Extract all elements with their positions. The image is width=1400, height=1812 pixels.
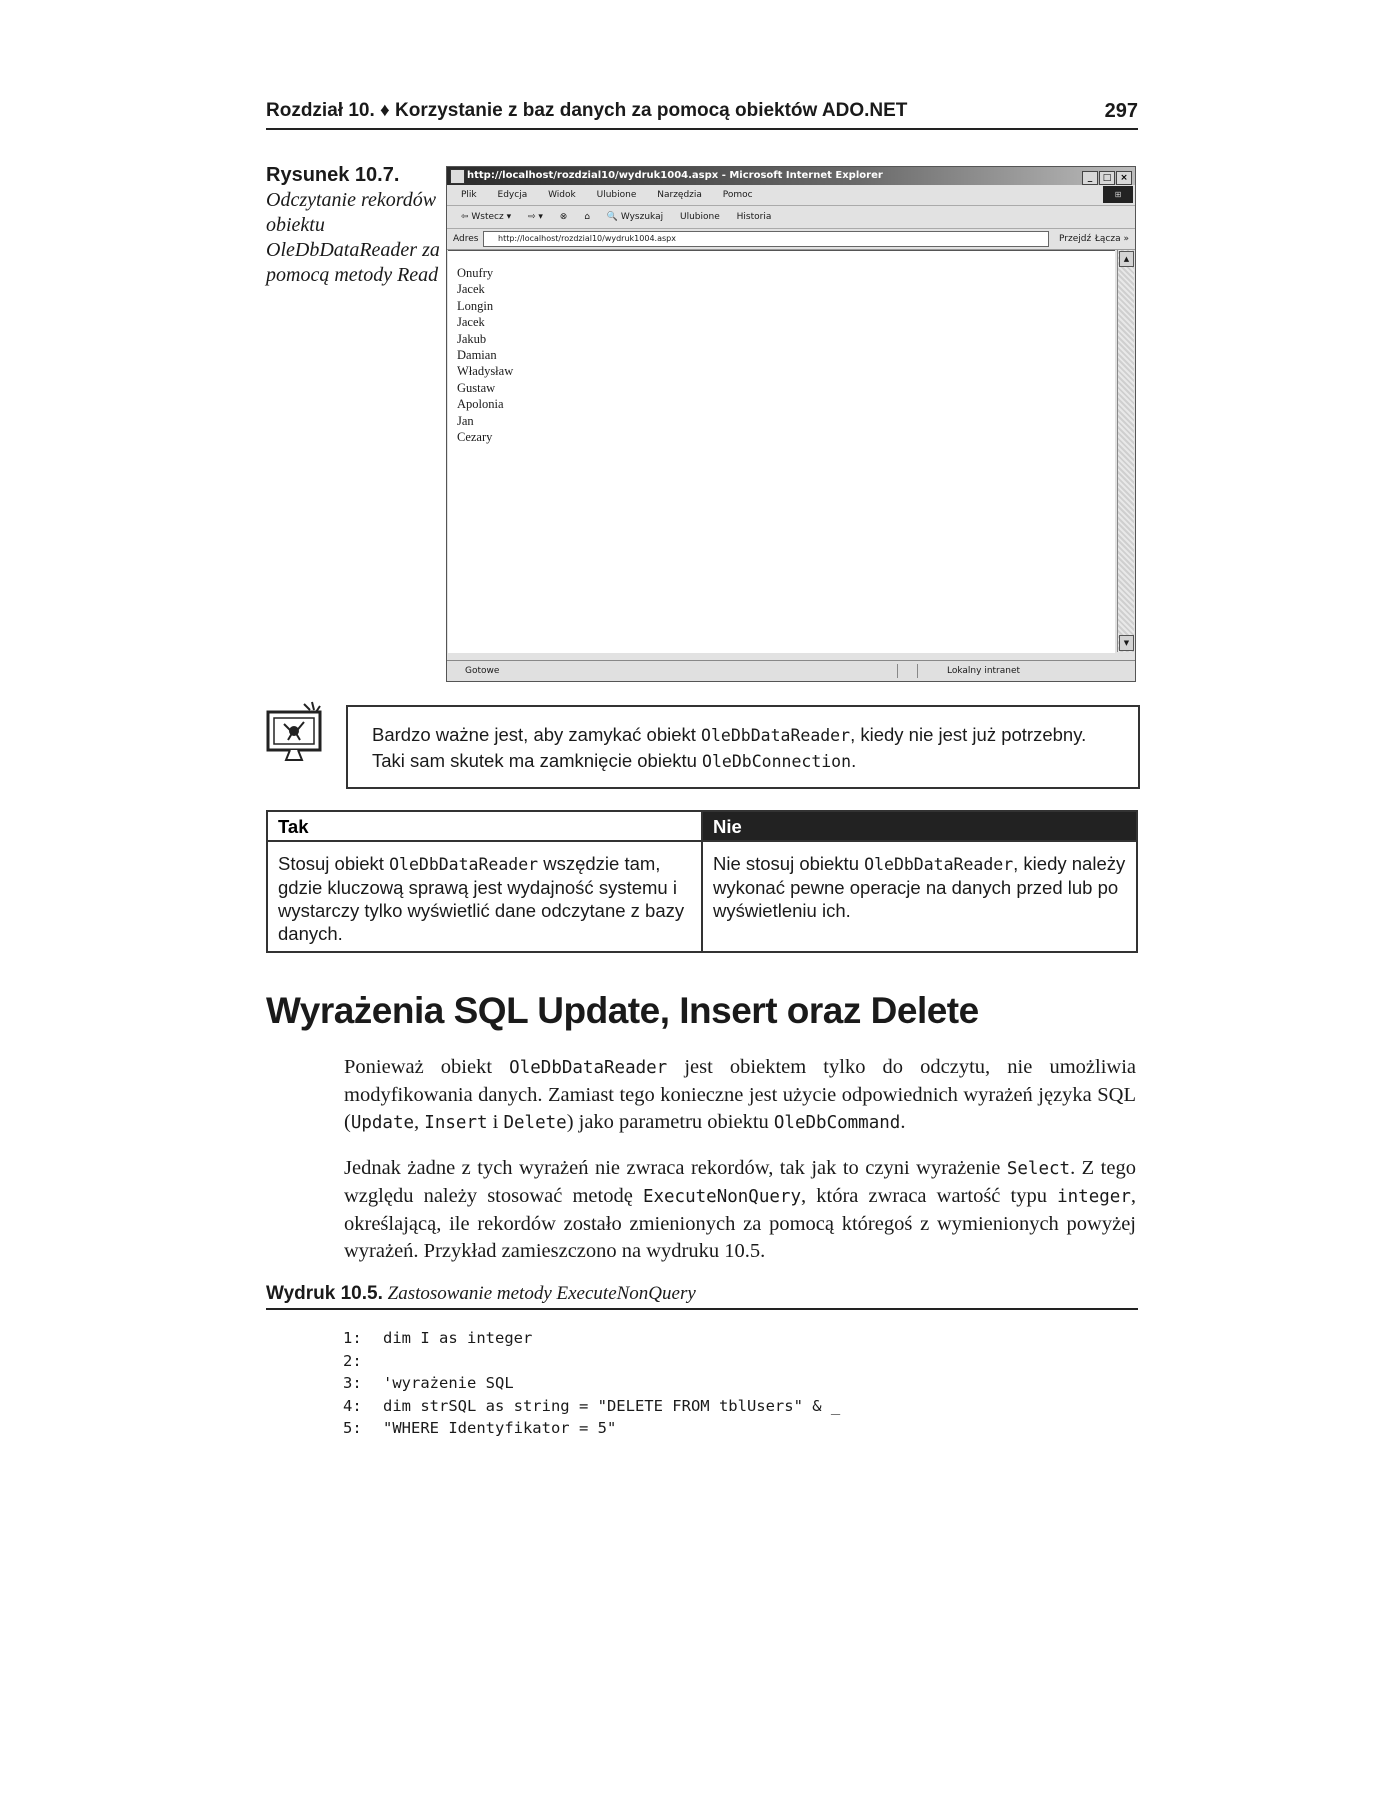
browser-title: http://localhost/rozdzial10/wydruk1004.aspx - Microsoft Internet Explorer [467, 170, 883, 181]
menu-edit[interactable]: Edycja [497, 190, 528, 200]
line-number: 2: [343, 1351, 362, 1370]
list-item: Apolonia [457, 397, 504, 412]
list-item: Jakub [457, 331, 487, 346]
text: , która zwraca wartość typu [801, 1185, 1058, 1207]
browser-menu-bar [447, 185, 1135, 206]
note-text-part: Bardzo ważne jest, aby zamykać obiekt [372, 724, 702, 745]
address-input[interactable]: http://localhost/rozdzial10/wydruk1004.aspx [483, 231, 1049, 247]
chapter-title: Rozdział 10. ♦ Korzystanie z baz danych za pomocą obiektów ADO.NET [266, 100, 908, 121]
list-item: Damian [457, 348, 497, 363]
inline-code: OleDbCommand [773, 1113, 901, 1133]
note-text [372, 722, 1122, 774]
security-zone: Lokalny intranet [947, 666, 1021, 676]
yes-header: Tak [267, 811, 702, 841]
close-icon[interactable]: × [1116, 171, 1132, 185]
status-divider [917, 664, 918, 678]
page-content [448, 250, 1115, 653]
note-text-part: . [851, 750, 857, 771]
code-text: "WHERE Identyfikator = 5" [383, 1419, 617, 1437]
stop-button[interactable]: ⊗ [559, 212, 568, 222]
forward-button[interactable]: ⇨ ▾ [527, 212, 543, 222]
scroll-down-icon[interactable]: ▼ [1119, 635, 1134, 651]
yes-cell [267, 841, 702, 952]
code-listing [343, 1327, 840, 1440]
inline-code: Select [1006, 1159, 1071, 1179]
status-bar [447, 660, 1135, 681]
list-item: Gustaw [457, 380, 496, 395]
list-item: Cezary [457, 430, 493, 445]
list-item: Jacek [457, 282, 485, 297]
paragraph-1 [344, 1054, 1136, 1137]
list-item: Longin [457, 298, 494, 313]
maximize-icon[interactable]: □ [1099, 171, 1115, 185]
inline-code: ExecuteNonQuery [642, 1187, 801, 1207]
history-button[interactable]: Historia [736, 212, 772, 222]
page-number: 297 [1104, 100, 1138, 122]
text: , określającą, ile rekordów zostało zmienionych za pomocą któregoś z wymienionych powyżej wyrażeń. Przykład zamieszczono na wydruku 10.5. [344, 1185, 1136, 1262]
vertical-scrollbar[interactable] [1117, 250, 1134, 652]
status-text: Gotowe [465, 666, 500, 676]
text: . [900, 1111, 906, 1133]
list-item: Jacek [457, 315, 485, 330]
inline-code: OleDbConnection [702, 752, 852, 771]
inline-code: OleDbDataReader [864, 855, 1014, 874]
cell-text: Stosuj obiekt [278, 853, 390, 874]
code-text: 'wyrażenie SQL [383, 1374, 514, 1392]
figure-caption [266, 163, 446, 288]
cell-text: wszędzie tam, gdzie kluczową sprawą jest wydajność systemu i wystarczy tylko wyświetlić dane odczytane z bazy danych. [278, 853, 685, 944]
code-line [343, 1350, 840, 1373]
running-header [266, 98, 1138, 130]
figure-number: Rysunek 10.7. [266, 164, 400, 186]
note-text-part: , kiedy nie jest już potrzebny. Taki sam skutek ma zamknięcie obiektu [372, 724, 1087, 771]
browser-title-bar [447, 167, 1135, 185]
text: . Z tego względu należy stosować metodę [344, 1157, 1136, 1207]
section-heading: Wyrażenia SQL Update, Insert oraz Delete [266, 990, 979, 1031]
list-item: Jan [457, 413, 474, 428]
inline-code: OleDbDataReader [701, 726, 851, 745]
status-divider [897, 664, 898, 678]
list-item: Władysław [457, 364, 514, 379]
inline-code: OleDbDataReader [509, 1058, 668, 1078]
scroll-up-icon[interactable]: ▲ [1119, 251, 1134, 267]
line-number: 1: [343, 1329, 362, 1347]
text: Jednak żadne z tych wyrażeń nie zwraca rekordów, tak jak to czyni wyrażenie [344, 1157, 1007, 1179]
cell-text: , kiedy należy wykonać pewne operacje na danych przed lub po wyświetleniu ich. [712, 853, 1126, 921]
line-number: 4: [343, 1396, 362, 1415]
text: i [487, 1111, 504, 1133]
text: ) jako parametru obiektu [566, 1111, 774, 1133]
menu-view[interactable]: Widok [548, 190, 576, 200]
line-number: 5: [343, 1419, 362, 1437]
links-button[interactable]: Łącza » [1094, 234, 1129, 244]
text: Ponieważ obiekt [344, 1056, 510, 1078]
address-label: Adres [453, 234, 479, 244]
menu-favorites[interactable]: Ulubione [596, 190, 637, 200]
menu-help[interactable]: Pomoc [722, 190, 753, 200]
no-cell [702, 841, 1137, 952]
text: , [414, 1111, 425, 1133]
cell-text: Nie stosuj obiektu [712, 853, 865, 874]
no-header: Nie [702, 811, 1137, 841]
figure-caption-text: Odczytanie rekordów obiektu OleDbDataReader za pomocą metody Read [266, 189, 440, 286]
code-line [343, 1372, 840, 1395]
menu-file[interactable]: Plik [461, 190, 477, 200]
paragraph-2 [344, 1155, 1136, 1265]
list-item: Onufry [457, 266, 494, 280]
inline-code: integer [1057, 1187, 1131, 1207]
ie-icon [450, 169, 465, 184]
inline-code: OleDbDataReader [389, 855, 539, 874]
menu-tools[interactable]: Narzędzia [657, 190, 702, 200]
code-text: dim strSQL as string = "DELETE FROM tblUsers" & _ [383, 1396, 841, 1415]
line-number: 3: [343, 1374, 362, 1392]
code-line [343, 1395, 840, 1418]
address-bar [447, 229, 1135, 250]
go-button[interactable]: Przejdź [1059, 234, 1092, 244]
inline-code: Insert [424, 1113, 488, 1133]
favorites-button[interactable]: Ulubione [680, 212, 720, 222]
names-list [448, 251, 1115, 445]
code-line [343, 1327, 840, 1350]
back-button[interactable]: ⇦ Wstecz ▾ [461, 212, 512, 222]
minimize-icon[interactable]: _ [1082, 171, 1098, 185]
warning-monitor-icon [262, 700, 332, 766]
note-box [346, 705, 1140, 789]
code-line [343, 1417, 840, 1440]
windows-logo-icon: ⊞ [1103, 186, 1133, 203]
code-text: dim I as integer [383, 1329, 533, 1347]
text: jest obiektem tylko do odczytu, nie umożliwia modyfikowania danych. Zamiast tego konieczne jest użycie odpowiednich wyrażeń języka SQL ( [344, 1056, 1136, 1133]
listing-caption-text: Zastosowanie metody ExecuteNonQuery [387, 1283, 696, 1304]
browser-toolbar [447, 206, 1135, 229]
listing-caption [266, 1283, 1138, 1310]
inline-code: Update [350, 1113, 415, 1133]
search-button[interactable]: 🔍 Wyszukaj [606, 212, 664, 222]
browser-window-screenshot [446, 166, 1136, 682]
do-dont-table [266, 810, 1138, 953]
inline-code: Delete [503, 1113, 567, 1133]
listing-number: Wydruk 10.5. [266, 1283, 383, 1304]
home-button[interactable]: ⌂ [584, 212, 590, 222]
